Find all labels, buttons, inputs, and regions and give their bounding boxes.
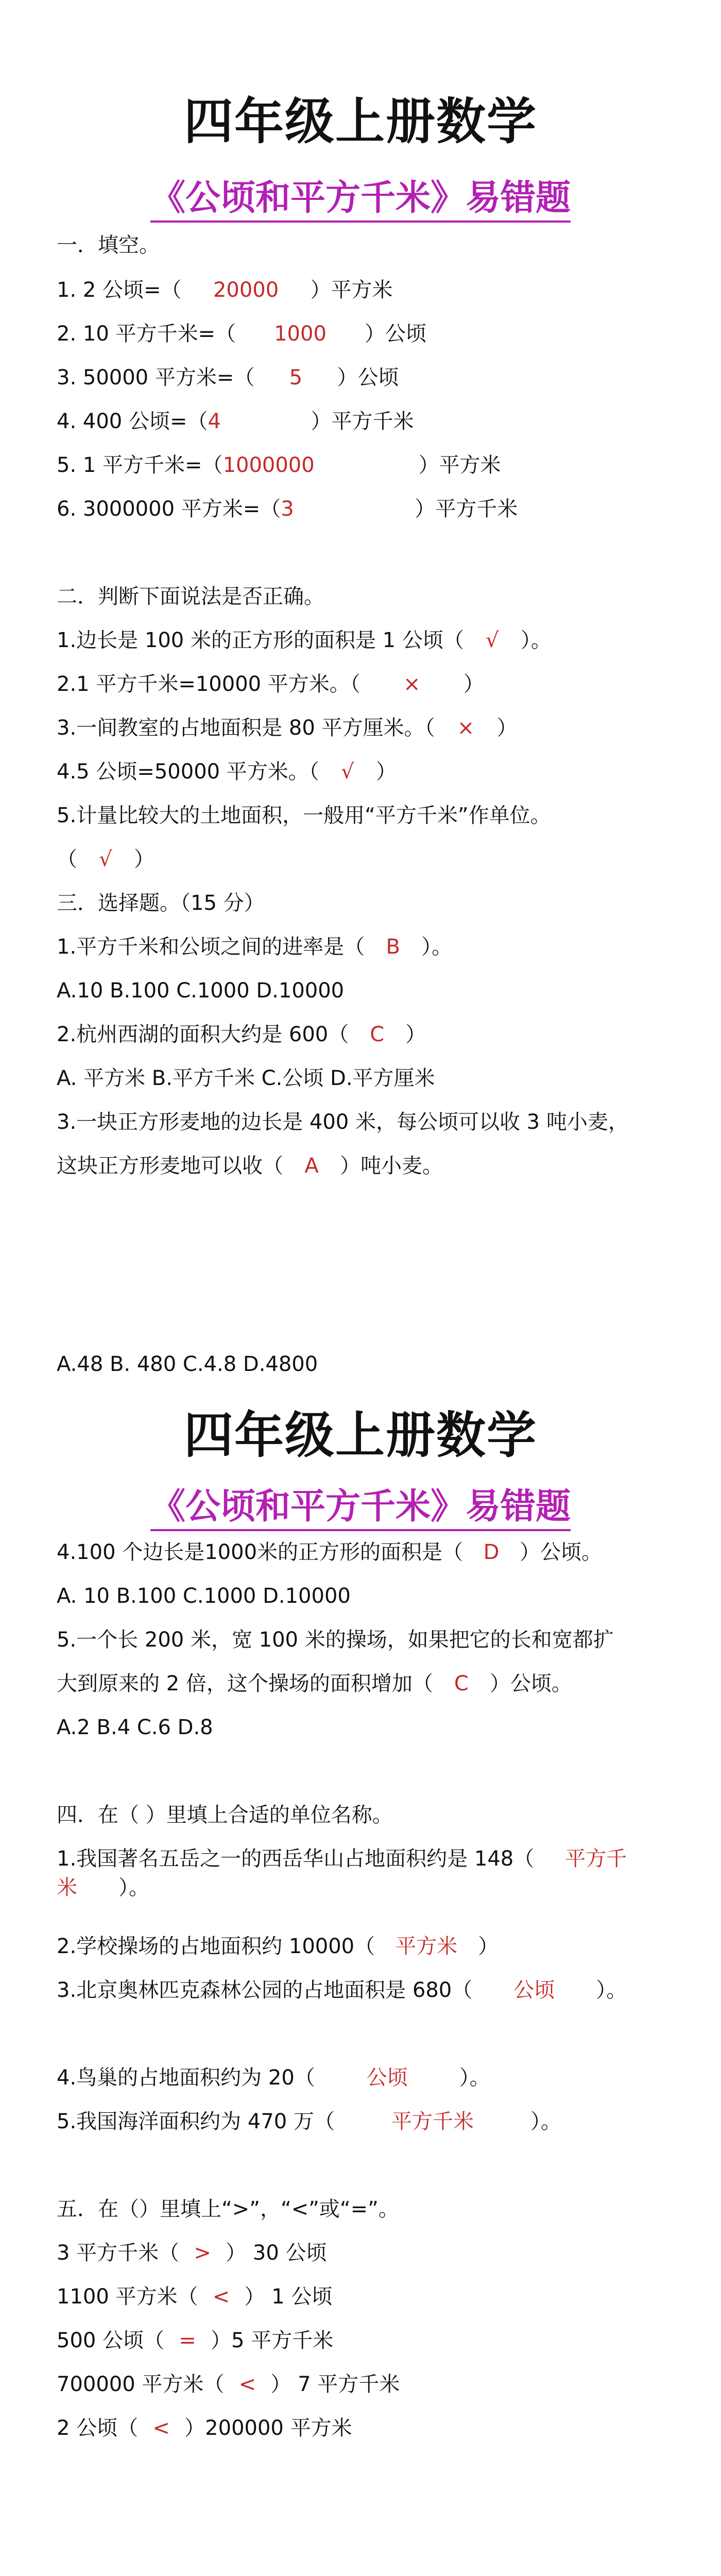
question: 大到原来的 2 倍，这个操场的面积增加（ C ）公顷。 [57, 1669, 685, 1698]
answer: √ [341, 760, 354, 784]
answer: C [454, 1672, 469, 1696]
question: 3.一块正方形麦地的边长是 400 米，每公顷可以收 3 吨小麦， [57, 1110, 629, 1134]
answer: < [238, 2372, 256, 2396]
question: 2.杭州西湖的面积大约是 600（ C ） [57, 1020, 685, 1049]
question: 2. 10 平方千米=（ 1000 ）公顷 [57, 319, 685, 348]
section-heading: 三．选择题。（15 分） [57, 891, 265, 915]
question: 1. 2 公顷=（ 20000 ）平方米 [57, 276, 685, 304]
answer: A [304, 1154, 319, 1178]
question: 2.学校操场的占地面积约 10000（ 平方米 ） [57, 1932, 685, 1961]
answer: D [483, 1540, 500, 1564]
answer: × [457, 716, 475, 740]
question: 4.5 公顷=50000 平方米。（ √ ） [57, 757, 685, 786]
page-title: 四年级上册数学 [184, 1406, 537, 1464]
answer: B [386, 935, 400, 959]
options: A.48 B. 480 C.4.8 D.4800 [57, 1352, 318, 1376]
answer: 公顷 [366, 2066, 408, 2090]
answer: < [152, 2416, 170, 2440]
question: 500 公顷（ = ）5 平方千米 [57, 2326, 685, 2355]
question: 1.边长是 100 米的正方形的面积是 1 公顷（ √ ）。 [57, 626, 685, 655]
question: 5. 1 平方千米=（1000000 ）平方米 [57, 451, 685, 480]
answer: 1000000 [222, 453, 315, 477]
answer: 1000 [274, 322, 327, 346]
answer: × [403, 672, 421, 696]
question: 2.1 平方千米=10000 平方米。（ × ） [57, 670, 685, 699]
answer: 公顷 [513, 1978, 555, 2002]
question: 3.一间教室的占地面积是 80 平方厘米。（ × ） [57, 714, 685, 742]
options: A. 10 B.100 C.1000 D.10000 [57, 1584, 351, 1608]
answer: > [194, 2241, 211, 2265]
answer: = [179, 2329, 196, 2352]
question: 1100 平方米（ < ） 1 公顷 [57, 2282, 685, 2311]
answer: 平方千米 [391, 2110, 474, 2133]
options: A.10 B.100 C.1000 D.10000 [57, 979, 345, 1003]
answer: C [370, 1023, 385, 1046]
question: 700000 平方米（ < ） 7 平方千米 [57, 2370, 685, 2399]
question: 3. 50000 平方米=（ 5 ）公顷 [57, 363, 685, 392]
question: 6. 3000000 平方米=（3 ）平方千米 [57, 495, 685, 523]
answer: √ [99, 848, 112, 871]
answer: 20000 [213, 278, 279, 302]
section-heading: 一．填空。 [57, 233, 160, 257]
question: 4.鸟巢的占地面积约为 20（ 公顷 ）。 [57, 2063, 685, 2092]
question: 1.我国著名五岳之一的西岳华山占地面积约是 148（ 平方千米 ）。 [57, 1847, 627, 1900]
question: 1.平方千米和公顷之间的进率是（ B ）。 [57, 933, 685, 961]
section-heading: 二．判断下面说法是否正确。 [57, 585, 324, 608]
options: A. 平方米 B.平方千米 C.公顷 D.平方厘米 [57, 1066, 435, 1090]
section-heading: 五．在（）里填上“>”，“<”或“=”。 [57, 2197, 399, 2221]
options: A.2 B.4 C.6 D.8 [57, 1716, 213, 1739]
question: 2 公顷（ < ）200000 平方米 [57, 2414, 685, 2443]
page-title: 四年级上册数学 [184, 93, 537, 150]
question: 5.一个长 200 米，宽 100 米的操场，如果把它的长和宽都扩 [57, 1628, 614, 1652]
question: 这块正方形麦地可以收（ A ）吨小麦。 [57, 1151, 685, 1180]
answer: 平方千米 [57, 1847, 627, 1900]
answer: √ [486, 629, 499, 652]
question: 3 平方千米（ > ） 30 公顷 [57, 2239, 685, 2267]
answer: 5 [289, 366, 303, 389]
page-subtitle: 《公顷和平方千米》易错题 [0, 170, 721, 220]
section-heading: 四．在（ ）里填上合适的单位名称。 [57, 1803, 393, 1827]
question: 3.北京奥林匹克森林公园的占地面积是 680（ 公顷 ）。 [57, 1978, 627, 2002]
question: （ √ ） [57, 845, 685, 874]
question: 4. 400 公顷=（4 ）平方千米 [57, 407, 685, 436]
question: 5.我国海洋面积约为 470 万（ 平方千米 ）。 [57, 2107, 685, 2136]
answer: < [212, 2285, 230, 2309]
question: 5.计量比较大的土地面积，一般用“平方千米”作单位。 [57, 804, 551, 827]
answer: 平方米 [396, 1935, 458, 1958]
answer: 3 [281, 497, 294, 521]
page-subtitle: 《公顷和平方千米》易错题 [0, 1479, 721, 1529]
question: 4.100 个边长是1000米的正方形的面积是（ D ）公顷。 [57, 1538, 685, 1567]
answer: 4 [208, 410, 221, 433]
